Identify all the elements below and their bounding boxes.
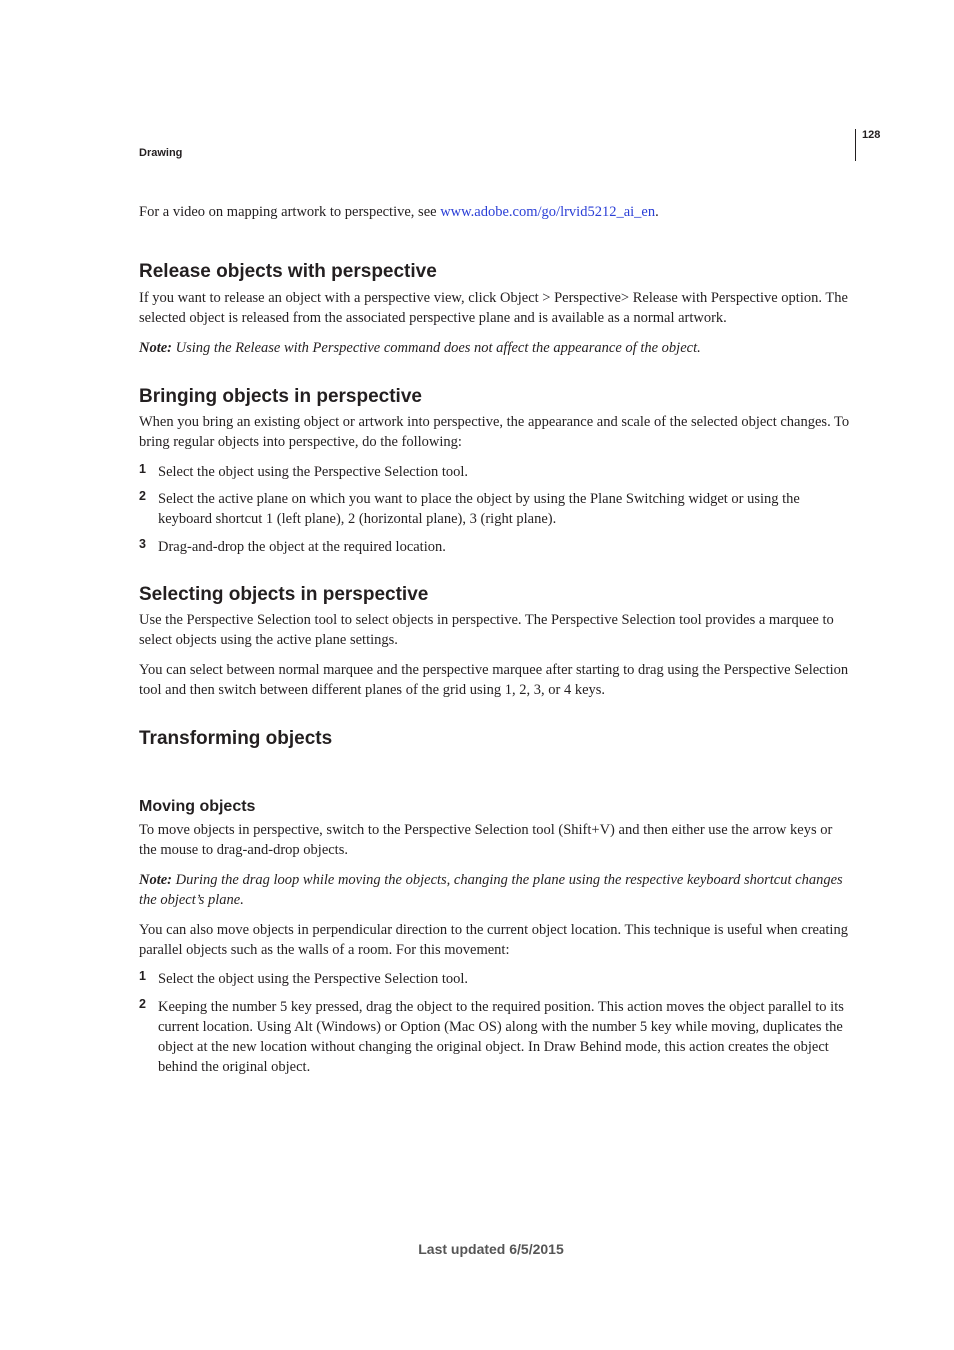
heading-transforming: Transforming objects (139, 728, 333, 749)
step-number: 1 (139, 462, 146, 476)
selecting-paragraph-1: Use the Perspective Selection tool to select objects in perspective. The Perspective Selection tool provides a marquee to select objects using the active plane settings. (139, 612, 834, 648)
selecting-paragraph-2: You can select between normal marquee and the perspective marquee after starting to drag using the Perspective Selection tool and then switch between different planes of the grid using 1, 2, 3, or 4 keys. (139, 662, 849, 698)
moving-paragraph-2: You can also move objects in perpendicular direction to the current object location. This technique is useful when creating parallel objects such as the walls of a room. For this movement: (139, 922, 848, 958)
step-text: Select the object using the Perspective Selection tool. (158, 464, 469, 480)
list-item (139, 997, 853, 1077)
intro-after: . (655, 204, 659, 220)
list-item (139, 462, 853, 482)
step-number: 1 (139, 969, 146, 983)
video-link[interactable]: www.adobe.com/go/lrvid5212_ai_en (440, 204, 656, 220)
step-text: Drag-and-drop the object at the required location. (158, 539, 446, 555)
heading-selecting: Selecting objects in perspective (139, 584, 429, 605)
heading-release: Release objects with perspective (139, 261, 437, 282)
heading-moving: Moving objects (139, 798, 256, 815)
note-text: During the drag loop while moving the objects, changing the plane using the respective keyboard shortcut changes the object’s plane. (139, 872, 843, 908)
step-text: Select the active plane on which you want to place the object by using the Plane Switching widget or using the keyboard shortcut 1 (left plane), 2 (horizontal plane), 3 (right plane). (158, 491, 800, 527)
release-note (139, 338, 853, 358)
note-label: Note: (139, 872, 173, 888)
list-item (139, 537, 853, 557)
bringing-paragraph: When you bring an existing object or artwork into perspective, the appearance and scale of the selected object changes. To bring regular objects into perspective, do the following: (139, 414, 850, 450)
header-rule (855, 129, 856, 161)
page-number: 128 (862, 129, 881, 141)
list-item (139, 969, 853, 989)
step-number: 3 (139, 537, 146, 551)
moving-paragraph-1: To move objects in perspective, switch to the Perspective Selection tool (Shift+V) and then either use the arrow keys or the mouse to drag-and-drop objects. (139, 822, 833, 858)
step-number: 2 (139, 997, 146, 1011)
running-head: Drawing (139, 147, 183, 159)
list-item (139, 489, 853, 529)
heading-bringing: Bringing objects in perspective (139, 386, 422, 407)
intro-paragraph (139, 202, 853, 222)
step-number: 2 (139, 489, 146, 503)
note-label: Note: (139, 340, 173, 356)
intro-text: For a video on mapping artwork to perspective, see (139, 204, 441, 220)
note-text: Using the Release with Perspective command does not affect the appearance of the object. (172, 340, 701, 356)
step-text: Keeping the number 5 key pressed, drag the object to the required position. This action moves the object parallel to its current location. Using Alt (Windows) or Option (Mac OS) along with the number 5 key while moving, duplicates the object at the new location without changing the original object. In Draw Behind mode, this action creates the object behind the original object. (158, 999, 844, 1075)
page-content (139, 202, 853, 1077)
footer-last-updated: Last updated 6/5/2015 (418, 1241, 564, 1257)
moving-note (139, 870, 853, 910)
release-paragraph: If you want to release an object with a perspective view, click Object > Perspective> Release with Perspective option. The selected object is released from the associated perspective plane and is available as a normal artwork. (139, 290, 848, 326)
step-text: Select the object using the Perspective Selection tool. (158, 971, 469, 987)
